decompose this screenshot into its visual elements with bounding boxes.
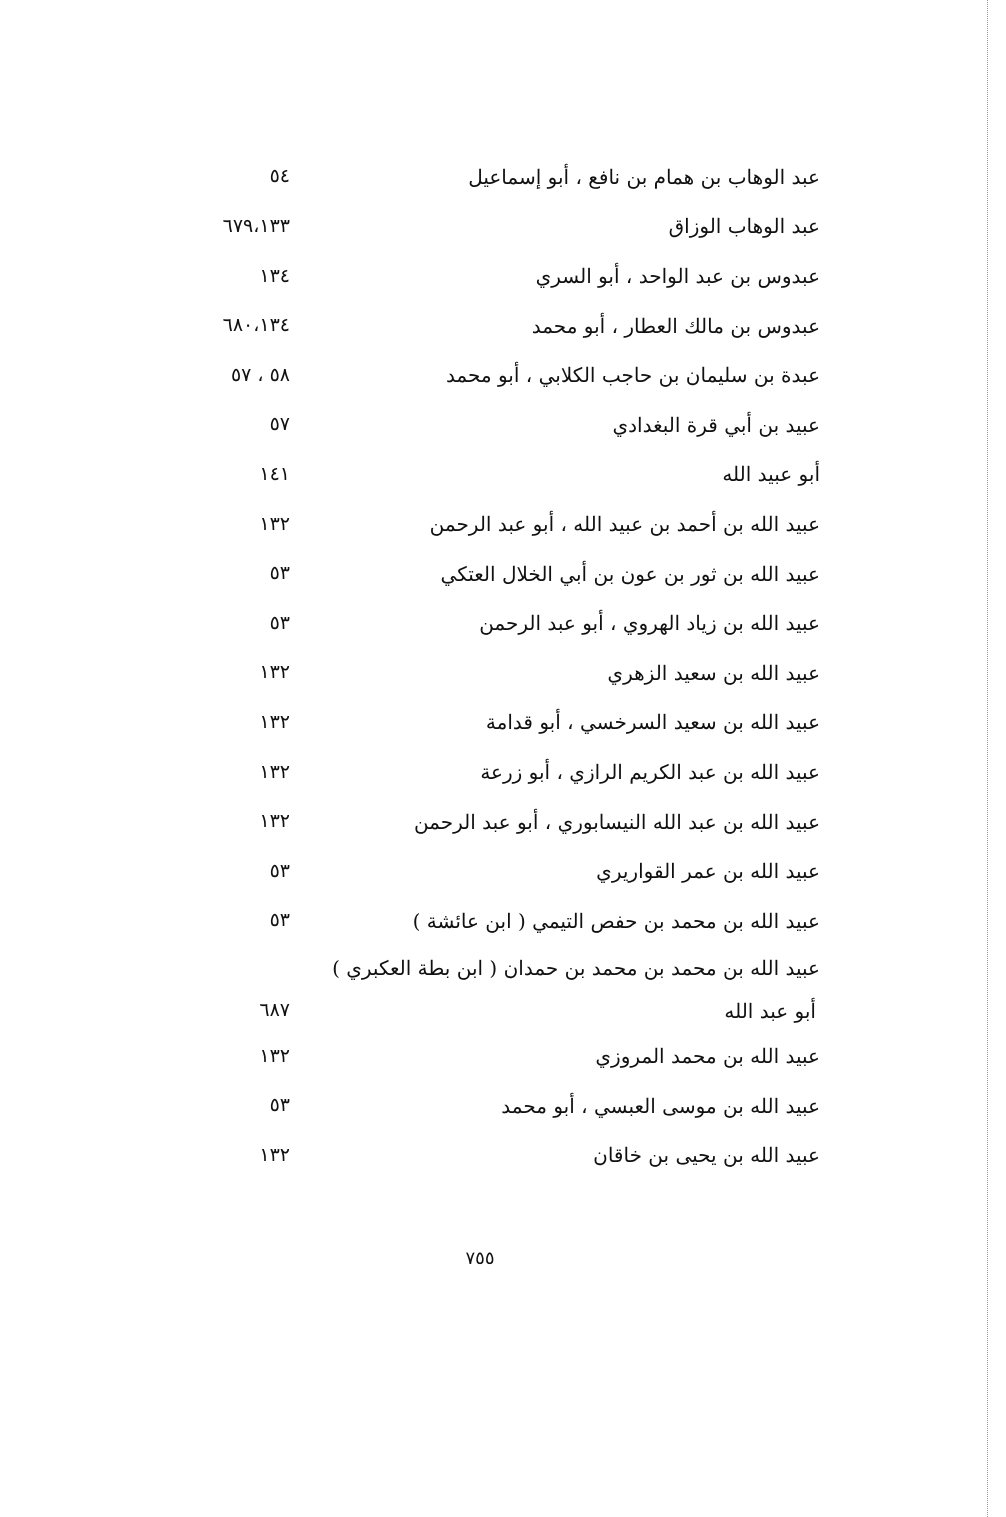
- entry-name: عبيد الله بن محمد المروزي: [595, 1044, 820, 1069]
- index-entry: [150, 797, 820, 847]
- index-entry: [150, 350, 820, 400]
- entry-pages: ١٣٢: [259, 661, 290, 684]
- entry-pages: ٥٣: [269, 909, 290, 932]
- entry-name: عبيد الله بن محمد بن حفص التيمي ( ابن عائشة ): [412, 908, 820, 933]
- entry-pages: ١٣٢: [259, 760, 290, 783]
- page-edge-dotted-line: [987, 0, 988, 1517]
- index-entry: [150, 1081, 820, 1131]
- index-entry: [150, 648, 820, 698]
- entry-pages: ١٣٢: [259, 710, 290, 733]
- entry-pages: ٥٣: [269, 611, 290, 634]
- entry-name: عبدوس بن عبد الواحد ، أبو السري: [535, 263, 820, 288]
- entry-pages: ٦٨٧: [259, 999, 290, 1022]
- entry-pages: ١٣٤: [259, 264, 290, 287]
- index-entry: [150, 152, 820, 202]
- index-entry: [150, 251, 820, 301]
- entry-name: عبد الوهاب الوزاق: [668, 214, 820, 239]
- entry-pages: ٦٨٠،١٣٤: [222, 314, 290, 337]
- index-entry: [150, 450, 820, 500]
- entry-name: عبيد الله بن ثور بن عون بن أبي الخلال العتكي: [440, 561, 820, 586]
- index-entry: [150, 1131, 820, 1181]
- entry-name: عبيد بن أبي قرة البغدادي: [612, 412, 820, 437]
- entry-name: عبيد الله بن زياد الهروي ، أبو عبد الرحمن: [479, 611, 820, 636]
- index-entry: [150, 202, 820, 252]
- entry-name: عبيد الله بن سعيد السرخسي ، أبو قدامة: [485, 710, 820, 735]
- index-entry: [150, 946, 820, 990]
- entry-pages: ١٣٢: [259, 512, 290, 535]
- entry-pages: ١٤١: [259, 462, 290, 485]
- entry-pages: ٥٣: [269, 859, 290, 882]
- entry-pages: ١٣٢: [259, 1144, 290, 1167]
- entry-pages: ١٣٢: [259, 1044, 290, 1067]
- entry-name: أبو عبيد الله: [722, 462, 820, 487]
- entry-pages: ٦٧٩،١٣٣: [222, 214, 290, 237]
- index-entry: [150, 549, 820, 599]
- entry-name: عبيد الله بن عمر القواريري: [596, 859, 820, 884]
- entry-pages: ١٣٢: [259, 810, 290, 833]
- index-entry: [150, 301, 820, 351]
- index-entries-list: [150, 152, 820, 1180]
- entry-pages: ٥٧: [269, 413, 290, 436]
- entry-name: أبو عبد الله: [724, 998, 816, 1023]
- entry-pages: ٥٣: [269, 1094, 290, 1117]
- index-entry: [150, 499, 820, 549]
- index-entry: [150, 1032, 820, 1082]
- entry-name: عبيد الله بن محمد بن محمد بن حمدان ( ابن بطة العكبري ): [332, 955, 820, 980]
- entry-name: عبيد الله بن عبد الله النيسابوري ، أبو عبد الرحمن: [413, 809, 820, 834]
- index-entry: [150, 698, 820, 748]
- entry-name: عبدوس بن مالك العطار ، أبو محمد: [531, 313, 820, 338]
- entry-pages: ٥٣: [269, 562, 290, 585]
- entry-name: عبد الوهاب بن همام بن نافع ، أبو إسماعيل: [468, 164, 820, 189]
- entry-name: عبيد الله بن موسى العبسي ، أبو محمد: [501, 1093, 820, 1118]
- entry-pages: ٥٤: [269, 165, 290, 188]
- index-entry-continuation: [150, 990, 820, 1032]
- index-entry: [150, 846, 820, 896]
- page-number: ٧٥٥: [465, 1248, 495, 1269]
- entry-name: عبدة بن سليمان بن حاجب الكلابي ، أبو محمد: [445, 363, 820, 388]
- entry-name: عبيد الله بن سعيد الزهري: [607, 660, 820, 685]
- entry-name: عبيد الله بن عبد الكريم الرازي ، أبو زرعة: [480, 759, 820, 784]
- index-entry: [150, 896, 820, 946]
- index-entry: [150, 400, 820, 450]
- entry-name: عبيد الله بن يحيى بن خاقان: [593, 1143, 820, 1168]
- index-entry: [150, 747, 820, 797]
- entry-pages: ٥٨ ، ٥٧: [230, 363, 290, 386]
- index-entry: [150, 598, 820, 648]
- entry-name: عبيد الله بن أحمد بن عبيد الله ، أبو عبد الرحمن: [429, 511, 820, 536]
